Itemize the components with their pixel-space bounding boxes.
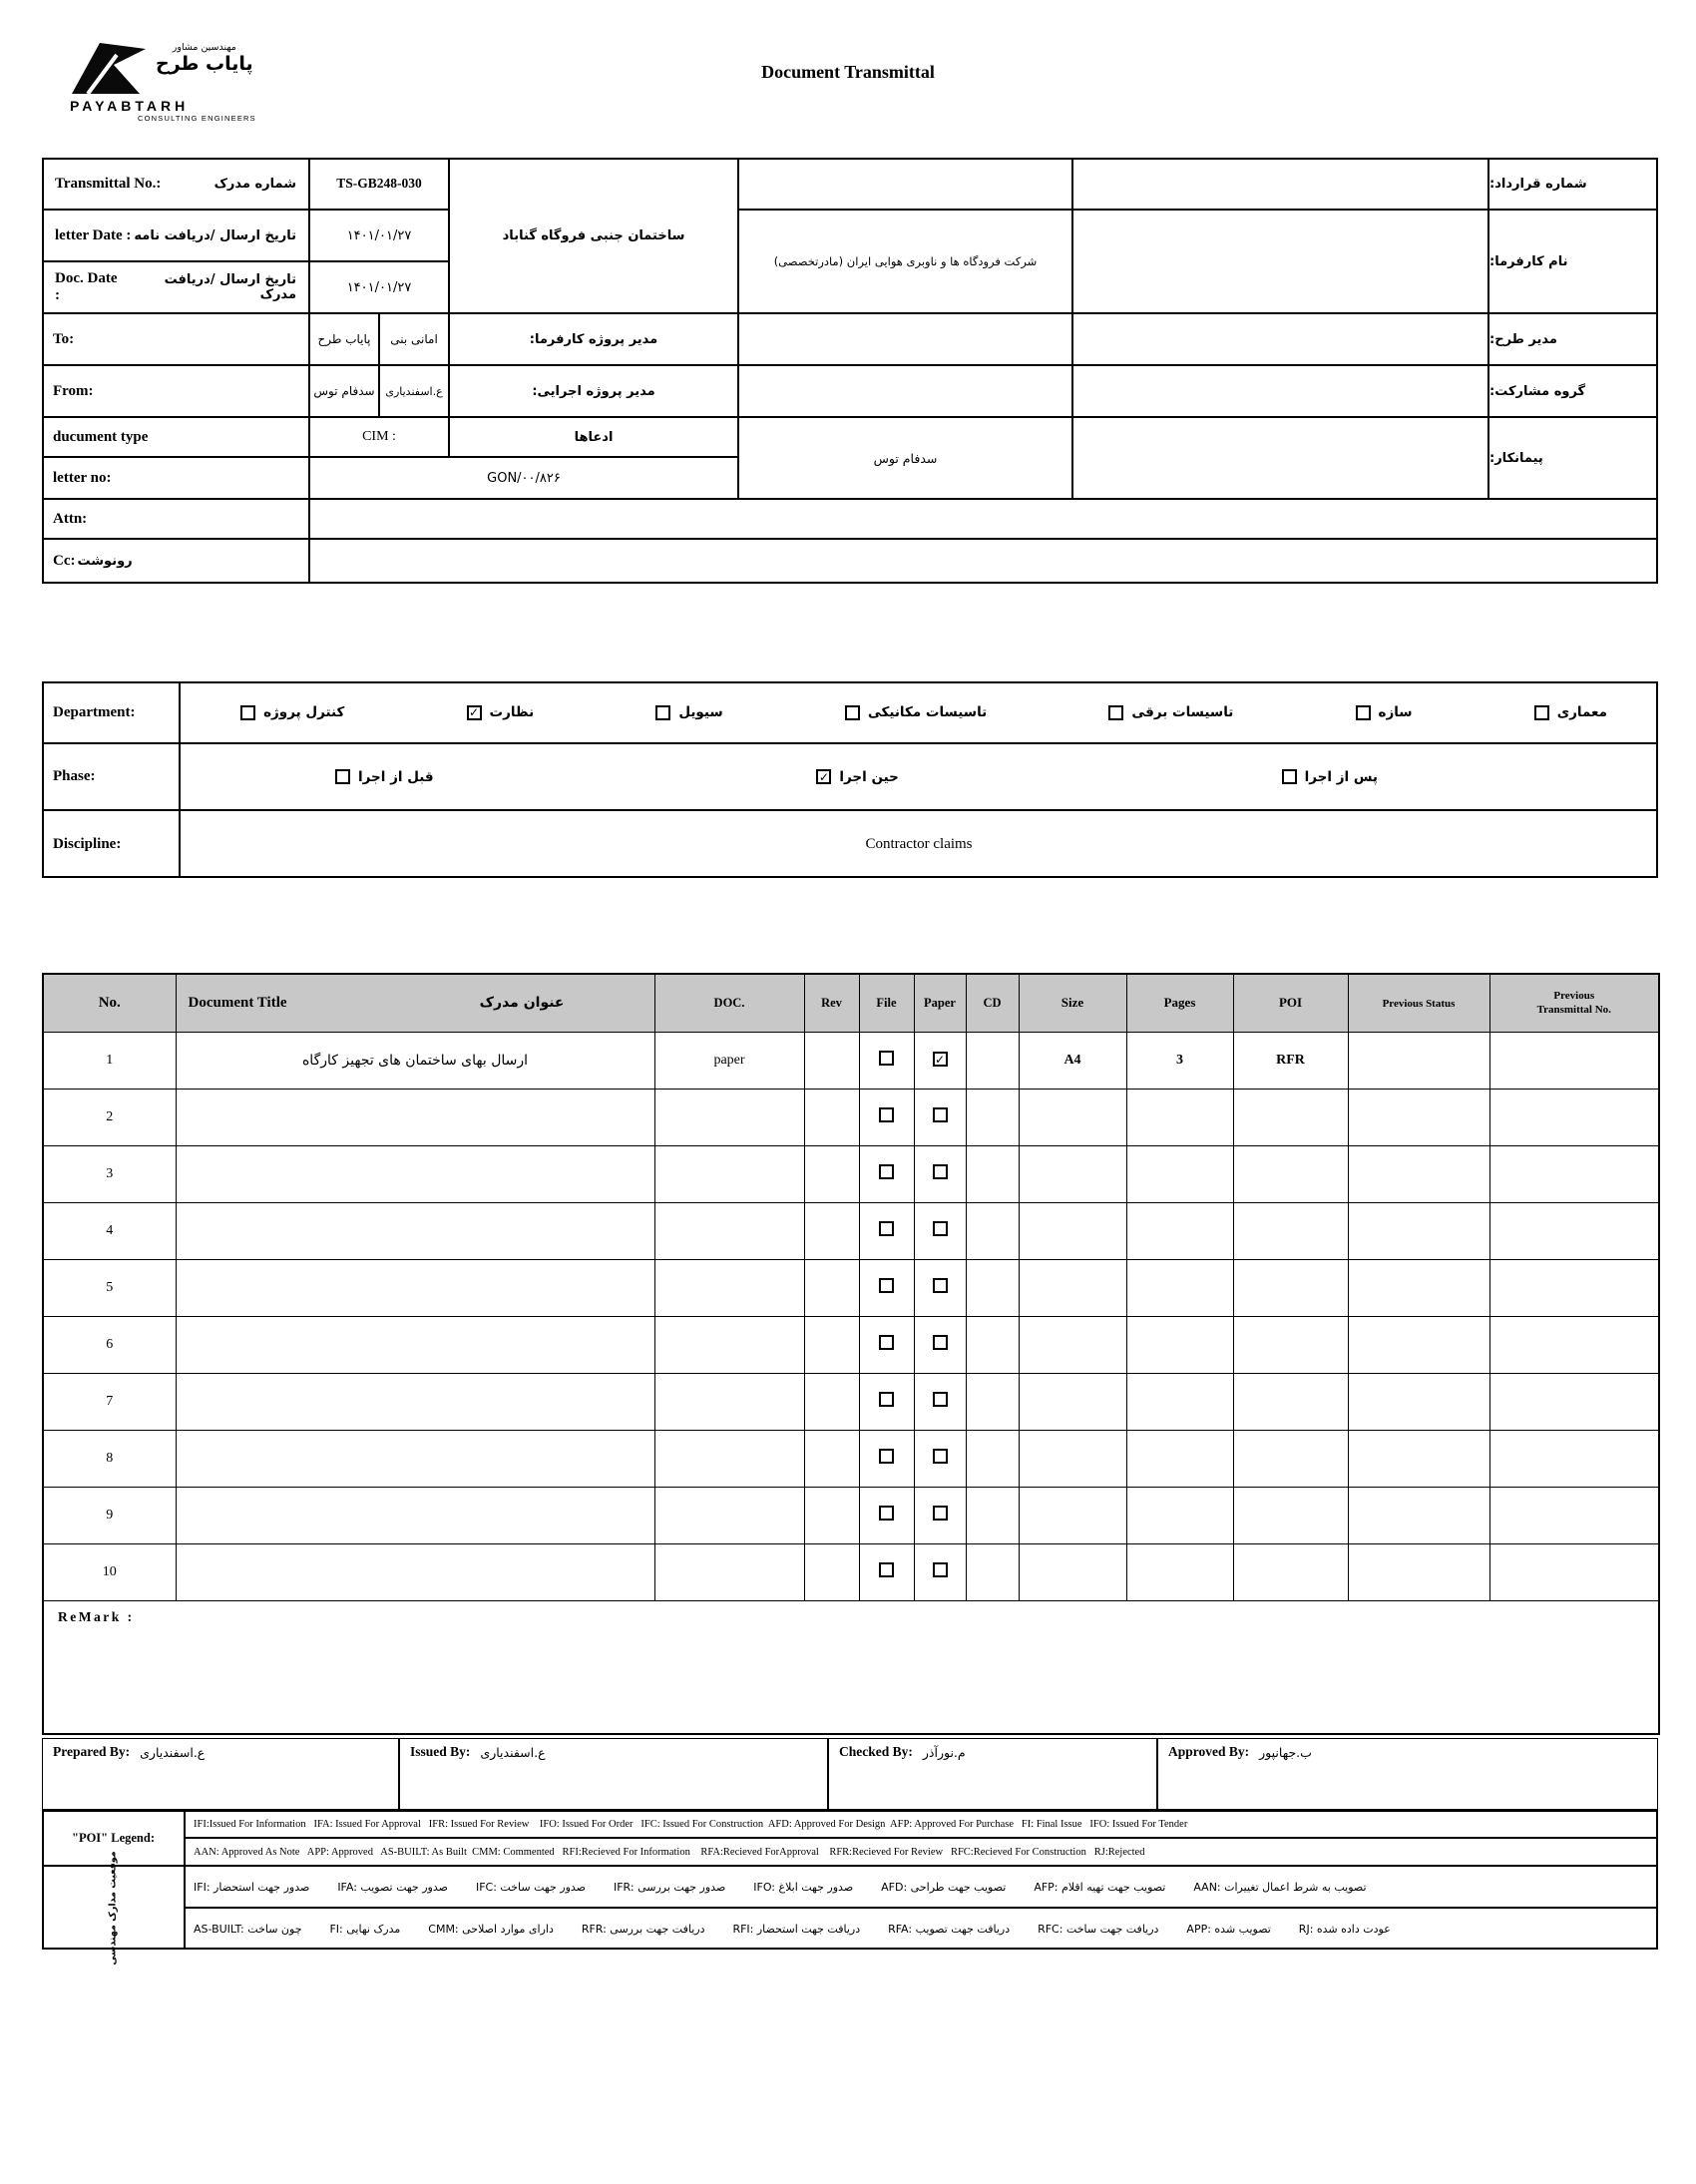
department-checkbox[interactable] [1534,705,1549,720]
department-option-label: تاسیسات مکانیکی [867,704,988,720]
file-checkbox[interactable] [879,1449,894,1464]
doc-cell-doc [654,1259,804,1316]
checked-by-box [828,1738,1157,1810]
poi-legend-line-1: IFI:Issued For Information IFA: Issued For Approval IFR: Issued For Review IFO: Issued For Order IFC: Issued For Construction AFD: Approved For Design AFP: Approved For Purchase FI: Final Issue IFO: Issued For Tender [185,1810,1658,1838]
contractor-extra-cell [1072,417,1488,499]
doc-cell-rev [804,1202,859,1259]
doc-cell-size [1019,1543,1126,1600]
doc-cell-poi [1233,1430,1348,1487]
doc-cell-prev-status [1348,1543,1489,1600]
prepared-by-label: Prepared By: [53,1744,131,1759]
doc-cell-file [859,1202,914,1259]
contractor-value: سدفام توس [738,417,1072,499]
poi-legend-line-2: AAN: Approved As Note APP: Approved AS-BUILT: As Built CMM: Commented RFI:Recieved For Information RFA:Recieved ForApproval RFR:Recieved For Review RFC:Recieved For Construction RJ:Rejected [185,1838,1658,1866]
phase-option-1 [1282,769,1378,785]
phase-option-2 [816,769,898,785]
doc-cell-doc: paper [654,1032,804,1089]
doc-cell-size [1019,1259,1126,1316]
col-rev: Rev [804,974,859,1032]
department-label: Department: [42,681,180,743]
remark-label: ReMark : [58,1608,135,1624]
discipline-label: Discipline: [42,810,180,878]
department-checkbox[interactable] [845,705,860,720]
doc-table-body [43,1032,1659,1600]
doc-row-2 [43,1089,1659,1145]
col-cd: CD [966,974,1019,1032]
doc-cell-cd [966,1487,1019,1543]
cc-label-cell [42,539,309,584]
documents-table [42,973,1660,1735]
document-type-value: CIM : [309,417,449,457]
doc-cell-cd [966,1543,1019,1600]
doc-cell-prev-status [1348,1202,1489,1259]
doc-cell-rev [804,1316,859,1373]
letter-date-label-fa: تاریخ ارسال /دریافت نامه [134,227,296,243]
doc-row-3 [43,1145,1659,1202]
doc-cell-paper [914,1543,966,1600]
doc-cell-rev [804,1430,859,1487]
doc-cell-cd [966,1202,1019,1259]
doc-cell-prev-transmittal [1489,1202,1659,1259]
letter-date-value: ۱۴۰۱/۰۱/۲۷ [309,210,449,261]
doc-cell-cd [966,1089,1019,1145]
doc-cell-file [859,1487,914,1543]
paper-checkbox[interactable] [933,1392,948,1407]
paper-checkbox[interactable] [933,1164,948,1179]
letter-no-label: letter no: [42,457,309,499]
fa-legend-line-2: AS-BUILT: چون ساخت FI: مدرک نهایی CMM: دارای موارد اصلاحی RFR: دریافت جهت بررسی RFI: دریافت جهت استحضار RFA: دریافت جهت تصویب RFC: دریافت جهت ساخت APP: تصویب شده RJ: عودت داده شده [185,1908,1658,1950]
department-option-4 [845,704,987,720]
col-prev-status: Previous Status [1348,974,1489,1032]
phase-checkbox[interactable]: ✓ [816,769,831,784]
doc-cell-title: ارسال بهای ساختمان های تجهیز کارگاه [176,1032,654,1089]
doc-cell-file [859,1373,914,1430]
doc-cell-size: A4 [1019,1032,1126,1089]
file-checkbox[interactable] [879,1562,894,1577]
doc-date-label-en: Doc. Date : [55,270,118,303]
logo-tagline: مهندسین مشاور [172,42,236,53]
doc-cell-file [859,1430,914,1487]
client-extra-cell [1072,210,1488,313]
doc-cell-file [859,1543,914,1600]
doc-cell-title [176,1259,654,1316]
doc-cell-rev [804,1145,859,1202]
doc-cell-paper [914,1487,966,1543]
paper-checkbox[interactable] [933,1506,948,1521]
doc-cell-doc [654,1373,804,1430]
doc-row-8 [43,1430,1659,1487]
poi-legend-label: "POI" Legend: [42,1810,185,1866]
doc-cell-prev-status [1348,1032,1489,1089]
doc-cell-paper [914,1259,966,1316]
documents-table-wrap [42,973,1658,1735]
design-manager-value-cell [738,313,1072,365]
doc-date-value: ۱۴۰۱/۰۱/۲۷ [309,261,449,313]
letter-no-value: GON/۰۰/۸۲۶ [309,457,738,499]
phase-label: Phase: [42,743,180,810]
from-manager-label: مدیر پروژه اجرایی: [449,365,738,417]
logo-name-fa: پایاب طرح [156,53,253,75]
attn-label: Attn: [42,499,309,539]
transmittal-no-label-fa: شماره مدرک [213,176,296,192]
doc-cell-file [859,1316,914,1373]
col-prev-transmittal: Previous Transmittal No. [1489,974,1659,1032]
transmittal-no-label-cell [42,158,309,210]
doc-row-1 [43,1032,1659,1089]
doc-cell-pages [1126,1259,1233,1316]
letter-date-label-cell [42,210,309,261]
attn-value-cell [309,499,1658,539]
col-no: No. [43,974,176,1032]
doc-cell-title [176,1202,654,1259]
doc-cell-no: 4 [43,1202,176,1259]
doc-cell-cd [966,1316,1019,1373]
doc-row-10 [43,1543,1659,1600]
legend-side-label: موقعیت مدارک مهندسی [107,1850,119,1966]
department-option-3 [1108,704,1233,720]
doc-cell-no: 10 [43,1543,176,1600]
doc-cell-rev [804,1543,859,1600]
doc-cell-paper [914,1373,966,1430]
paper-checkbox[interactable] [933,1335,948,1350]
doc-table-header-row [43,974,1659,1032]
legend-side-label-cell [42,1850,185,1966]
file-checkbox[interactable] [879,1335,894,1350]
paper-checkbox[interactable]: ✓ [933,1052,948,1067]
contract-no-extra-cell [1072,158,1488,210]
transmittal-no-label-en: Transmittal No.: [55,175,162,192]
logo-name-en: PAYABTARH [70,98,190,114]
doc-cell-poi [1233,1089,1348,1145]
doc-cell-prev-status [1348,1316,1489,1373]
doc-cell-no: 5 [43,1259,176,1316]
paper-checkbox[interactable] [933,1278,948,1293]
prepared-by-value: ع.اسفندیاری [140,1745,206,1760]
doc-cell-no: 3 [43,1145,176,1202]
doc-cell-title [176,1316,654,1373]
approved-by-label: Approved By: [1168,1744,1250,1759]
doc-cell-title [176,1543,654,1600]
doc-cell-paper [914,1202,966,1259]
doc-cell-pages: 3 [1126,1032,1233,1089]
client-label: نام کارفرما: [1488,210,1658,313]
doc-cell-paper [914,1145,966,1202]
checked-by-value: م.نورآذر [922,1745,966,1760]
doc-cell-no: 8 [43,1430,176,1487]
department-option-1 [1534,704,1607,720]
design-manager-label: مدیر طرح: [1488,313,1658,365]
partnership-value-cell [738,365,1072,417]
doc-cell-rev [804,1373,859,1430]
from-label: From: [42,365,309,417]
document-type-value-fa: ادعاها [449,417,738,457]
file-checkbox[interactable] [879,1506,894,1521]
phase-checkbox[interactable] [335,769,350,784]
doc-cell-no: 7 [43,1373,176,1430]
doc-date-label-fa: تاریخ ارسال /دریافت مدرک [164,272,296,302]
phase-option-label: پس از اجرا [1304,768,1378,785]
department-option-5 [655,704,722,720]
doc-cell-poi: RFR [1233,1032,1348,1089]
paper-checkbox[interactable] [933,1562,948,1577]
doc-cell-no: 9 [43,1487,176,1543]
doc-date-label-cell [42,261,309,313]
col-file: File [859,974,914,1032]
col-doc: DOC. [654,974,804,1032]
col-size: Size [1019,974,1126,1032]
contract-no-label: شماره قرارداد: [1488,158,1658,210]
doc-cell-prev-status [1348,1089,1489,1145]
doc-cell-prev-transmittal [1489,1145,1659,1202]
doc-cell-title [176,1430,654,1487]
department-option-label: معماری [1556,704,1607,720]
department-option-label: کنترل پروژه [263,704,345,720]
project-name-cell: ساختمان جنبی فروگاه گناباد [449,158,738,313]
document-type-label: ducument type [42,417,309,457]
phase-options-row [180,743,1658,810]
contract-no-value-cell [738,158,1072,210]
doc-cell-size [1019,1202,1126,1259]
col-title-fa: عنوان مدرک [479,995,565,1012]
doc-row-4 [43,1202,1659,1259]
page-title: Document Transmittal [761,62,935,82]
partnership-label: گروه مشارکت: [1488,365,1658,417]
doc-cell-rev [804,1032,859,1089]
doc-cell-file [859,1145,914,1202]
doc-cell-file [859,1032,914,1089]
issued-by-box [399,1738,828,1810]
doc-cell-doc [654,1316,804,1373]
doc-cell-prev-transmittal [1489,1430,1659,1487]
phase-option-label: قبل از اجرا [358,768,434,785]
paper-checkbox[interactable] [933,1107,948,1122]
discipline-value: Contractor claims [180,810,1658,878]
to-manager-label: مدیر پروژه کارفرما: [449,313,738,365]
doc-cell-prev-transmittal [1489,1032,1659,1089]
doc-cell-prev-transmittal [1489,1259,1659,1316]
paper-checkbox[interactable] [933,1221,948,1236]
doc-cell-pages [1126,1373,1233,1430]
paper-checkbox[interactable] [933,1449,948,1464]
file-checkbox[interactable] [879,1051,894,1066]
doc-cell-size [1019,1373,1126,1430]
doc-row-5 [43,1259,1659,1316]
doc-cell-title [176,1089,654,1145]
doc-cell-poi [1233,1202,1348,1259]
department-option-label: سازه [1378,704,1413,720]
department-option-2 [1356,704,1413,720]
doc-cell-pages [1126,1487,1233,1543]
letter-date-label-en: letter Date : [55,226,132,243]
logo-subtitle: CONSULTING ENGINEERS [138,114,256,123]
to-value: پایاب طرح [309,313,379,365]
doc-cell-poi [1233,1487,1348,1543]
doc-cell-pages [1126,1316,1233,1373]
phase-option-label: حین اجرا [839,768,899,785]
cc-label-fa: رونوشت [77,554,133,569]
doc-cell-doc [654,1487,804,1543]
to-label: To: [42,313,309,365]
doc-row-9 [43,1487,1659,1543]
remark-row [43,1600,1659,1734]
doc-cell-title [176,1373,654,1430]
doc-cell-size [1019,1430,1126,1487]
doc-cell-file [859,1259,914,1316]
doc-cell-rev [804,1259,859,1316]
from-value: سدفام توس [309,365,379,417]
doc-cell-size [1019,1487,1126,1543]
fa-legend-line-1: IFI: صدور جهت استحضار IFA: صدور جهت تصویب IFC: صدور جهت ساخت IFR: صدور جهت بررسی IFO: صدور جهت ابلاغ AFD: تصویب جهت طراحی AFP: تصویب جهت تهیه اقلام AAN: تصویب به شرط اعمال تغییرات [185,1866,1658,1908]
department-option-label: تاسیسات برقی [1131,704,1234,720]
phase-option-3 [335,769,434,785]
doc-cell-pages [1126,1430,1233,1487]
doc-cell-cd [966,1259,1019,1316]
doc-cell-cd [966,1430,1019,1487]
doc-cell-size [1019,1316,1126,1373]
doc-cell-prev-status [1348,1373,1489,1430]
doc-cell-doc [654,1430,804,1487]
doc-cell-title [176,1487,654,1543]
doc-cell-title [176,1145,654,1202]
doc-cell-prev-transmittal [1489,1487,1659,1543]
partnership-extra-cell [1072,365,1488,417]
doc-cell-pages [1126,1543,1233,1600]
department-checkbox[interactable] [1108,705,1123,720]
prepared-by-box [42,1738,399,1810]
doc-cell-poi [1233,1145,1348,1202]
design-manager-extra-cell [1072,313,1488,365]
doc-cell-poi [1233,1259,1348,1316]
department-option-label: سیویل [678,704,723,720]
approved-by-value: ب.جهانپور [1259,1745,1312,1760]
department-checkbox[interactable] [1356,705,1371,720]
remark-cell [43,1600,1659,1734]
transmittal-no-value: TS-GB248-030 [309,158,449,210]
doc-cell-prev-transmittal [1489,1373,1659,1430]
doc-cell-cd [966,1373,1019,1430]
department-option-7 [240,704,344,720]
issued-by-value: ع.اسفندیاری [480,1745,546,1760]
approved-by-box [1157,1738,1658,1810]
client-value: شرکت فرودگاه ها و ناوبری هوایی ایران (مادرتخصصی) [738,210,1072,313]
issued-by-label: Issued By: [410,1744,471,1759]
doc-cell-size [1019,1089,1126,1145]
doc-cell-prev-status [1348,1259,1489,1316]
doc-cell-pages [1126,1089,1233,1145]
doc-cell-prev-status [1348,1145,1489,1202]
doc-cell-paper [914,1430,966,1487]
doc-cell-poi [1233,1543,1348,1600]
file-checkbox[interactable] [879,1221,894,1236]
doc-cell-cd [966,1032,1019,1089]
doc-cell-pages [1126,1145,1233,1202]
doc-cell-file [859,1089,914,1145]
cc-value-cell [309,539,1658,584]
doc-cell-paper [914,1316,966,1373]
file-checkbox[interactable] [879,1107,894,1122]
doc-cell-doc [654,1202,804,1259]
doc-cell-prev-transmittal [1489,1316,1659,1373]
department-checkbox[interactable]: ✓ [467,705,482,720]
doc-cell-rev [804,1487,859,1543]
doc-cell-prev-transmittal [1489,1543,1659,1600]
doc-cell-rev [804,1089,859,1145]
doc-row-7 [43,1373,1659,1430]
doc-cell-doc [654,1089,804,1145]
department-option-label: نظارت [489,704,535,720]
doc-cell-size [1019,1145,1126,1202]
doc-cell-poi [1233,1373,1348,1430]
doc-cell-prev-status [1348,1430,1489,1487]
to-manager-name: امانی بنی [379,313,449,365]
department-checkbox[interactable] [655,705,670,720]
col-title [176,974,654,1032]
col-paper: Paper [914,974,966,1032]
doc-cell-no: 6 [43,1316,176,1373]
col-title-en: Document Title [188,994,287,1011]
doc-cell-no: 2 [43,1089,176,1145]
department-checkbox[interactable] [240,705,255,720]
col-poi: POI [1233,974,1348,1032]
doc-cell-doc [654,1145,804,1202]
file-checkbox[interactable] [879,1392,894,1407]
file-checkbox[interactable] [879,1164,894,1179]
doc-cell-no: 1 [43,1032,176,1089]
from-manager-name: ع.اسفندیاری [379,365,449,417]
contractor-label: پیمانکار: [1488,417,1658,499]
doc-cell-poi [1233,1316,1348,1373]
doc-row-6 [43,1316,1659,1373]
phase-checkbox[interactable] [1282,769,1297,784]
department-option-6 [467,704,535,720]
doc-cell-doc [654,1543,804,1600]
doc-cell-cd [966,1145,1019,1202]
doc-cell-pages [1126,1202,1233,1259]
department-options-row [180,681,1658,743]
checked-by-label: Checked By: [839,1744,913,1759]
col-pages: Pages [1126,974,1233,1032]
cc-label-en: Cc: [53,553,76,569]
doc-cell-paper [914,1089,966,1145]
doc-cell-prev-status [1348,1487,1489,1543]
file-checkbox[interactable] [879,1278,894,1293]
doc-cell-prev-transmittal [1489,1089,1659,1145]
doc-cell-paper [914,1032,966,1089]
